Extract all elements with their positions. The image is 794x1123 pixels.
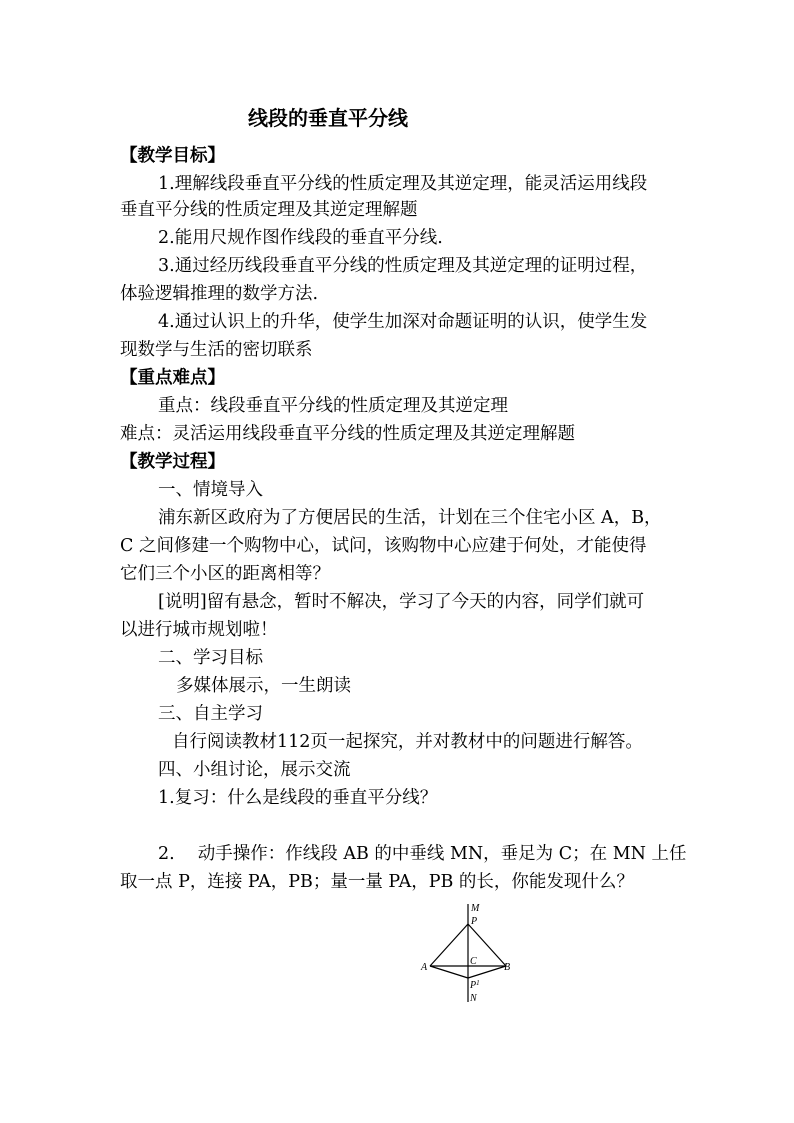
process-line: 浦东新区政府为了方便居民的生活，计划在三个住宅小区 A，B， (158, 508, 662, 528)
process-line: 2. 动手操作：作线段 AB 的中垂线 MN，垂足为 C；在 MN 上任 (158, 844, 687, 864)
label-c: C (470, 956, 477, 967)
label-m: M (471, 903, 480, 914)
section-heading-objectives: 【教学目标】 (120, 146, 225, 166)
process-line: [说明]留有悬念，暂时不解决，学习了今天的内容，同学们就可 (158, 592, 645, 612)
key-point-line: 重点：线段垂直平分线的性质定理及其逆定理 (158, 396, 508, 416)
objective-line: 2.能用尺规作图作线段的垂直平分线. (158, 228, 443, 248)
label-n: N (470, 993, 477, 1004)
section-heading-key-points: 【重点难点】 (120, 368, 225, 388)
process-line: 一、情境导入 (158, 480, 263, 500)
objective-line: 1.理解线段垂直平分线的性质定理及其逆定理，能灵活运用线段 (158, 174, 648, 194)
label-p1-subscript: 1 (476, 979, 480, 987)
process-line: 自行阅读教材112页一起探究，并对教材中的问题进行解答。 (172, 732, 643, 752)
process-line: 多媒体展示，一生朗读 (176, 676, 351, 696)
objective-line: 现数学与生活的密切联系 (120, 340, 313, 360)
page-title: 线段的垂直平分线 (248, 106, 408, 130)
objective-line: 4.通过认识上的升华，使学生加深对命题证明的认识，使学生发 (158, 312, 648, 332)
label-p1 (469, 979, 480, 991)
process-line: 二、学习目标 (158, 648, 263, 668)
process-line: 以进行城市规划啦！ (120, 620, 278, 640)
process-line: 1.复习：什么是线段的垂直平分线？ (158, 788, 438, 808)
process-line: 四、小组讨论，展示交流 (158, 760, 351, 780)
label-b: B (504, 962, 511, 973)
perpendicular-bisector-figure (418, 900, 518, 1005)
label-p1-main: P (470, 980, 477, 991)
objective-line: 体验逻辑推理的数学方法. (120, 284, 319, 304)
segment-pa (430, 924, 468, 966)
section-heading-process: 【教学过程】 (120, 452, 225, 472)
segment-p1a (430, 966, 468, 978)
objective-line: 垂直平分线的性质定理及其逆定理解题 (120, 200, 418, 220)
process-line: 它们三个小区的距离相等？ (120, 564, 330, 584)
key-point-line: 难点：灵活运用线段垂直平分线的性质定理及其逆定理解题 (120, 424, 575, 444)
process-line: 三、自主学习 (158, 704, 263, 724)
process-line: C 之间修建一个购物中心，试问，该购物中心应建于何处，才能使得 (120, 536, 647, 556)
process-line: 取一点 P，连接 PA，PB；量一量 PA，PB 的长，你能发现什么？ (120, 872, 634, 892)
segment-p1b (468, 966, 506, 978)
label-p: P (471, 916, 478, 927)
label-a: A (421, 962, 428, 973)
objective-line: 3.通过经历线段垂直平分线的性质定理及其逆定理的证明过程， (158, 256, 648, 276)
